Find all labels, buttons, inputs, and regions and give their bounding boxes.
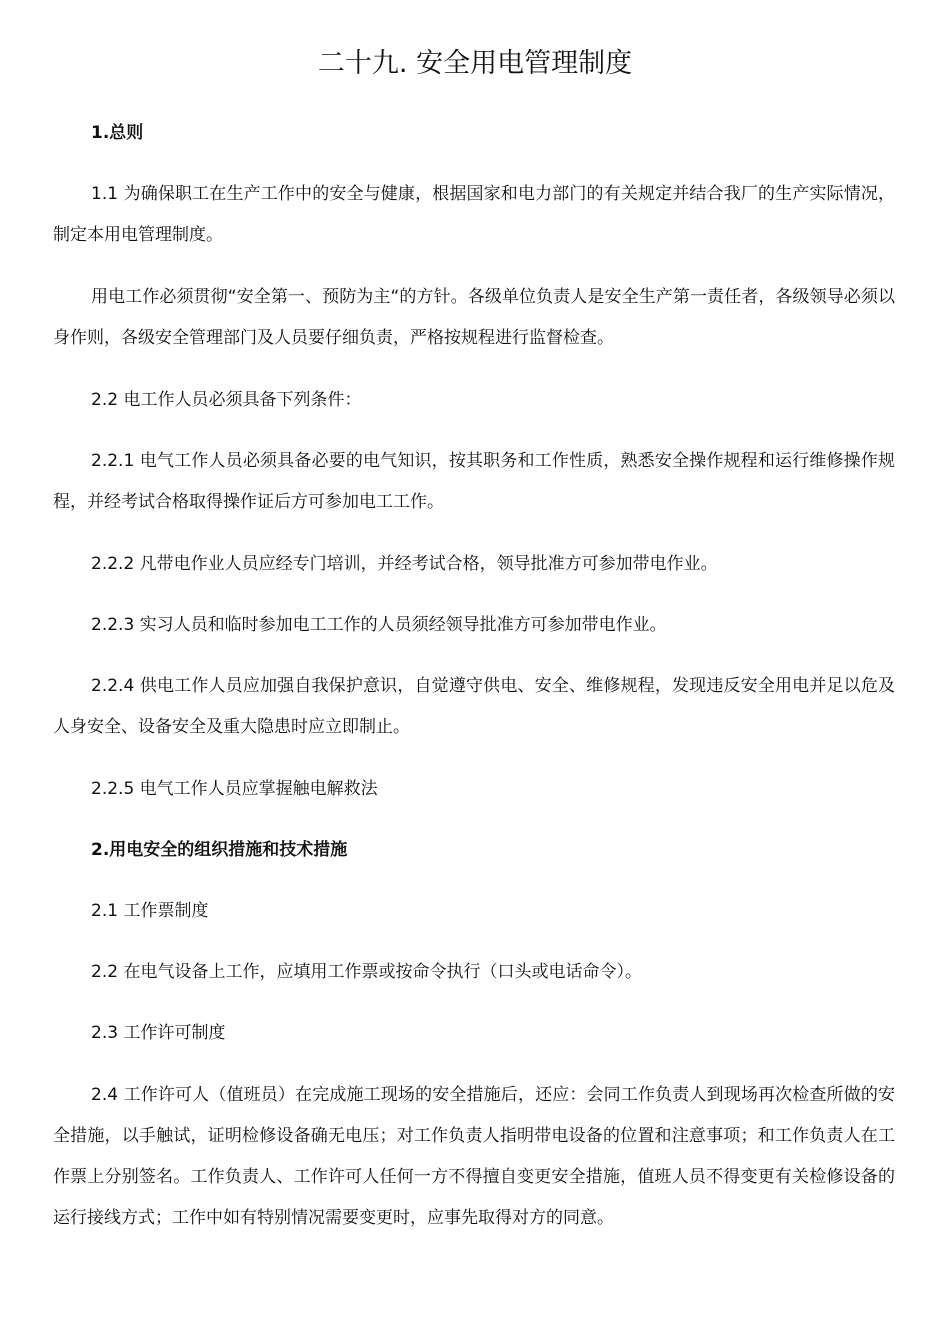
paragraph-2-1: 2.1 工作票制度 [91,901,209,921]
paragraph-2-2-3: 2.2.3 实习人员和临时参加电工工作的人员须经领导批准方可参加带电作业。 [91,615,667,635]
paragraph-2-3: 2.3 工作许可制度 [91,1023,226,1043]
paragraph-2-2-2: 2.2.2 凡带电作业人员应经专门培训，并经考试合格，领导批准方可参加带电作业。 [91,554,718,574]
paragraph-2-2: 2.2 电工作人员必须具备下列条件： [91,390,362,410]
page-title: 二十九. 安全用电管理制度 [317,48,633,79]
paragraph-1-1: 1.1 为确保职工在生产工作中的安全与健康，根据国家和电力部门的有关规定并结合我厂的生产实际情况，制定本用电管理制度。 [53,184,895,245]
paragraph-2-2-5: 2.2.5 电气工作人员应掌握触电解救法 [91,779,378,799]
section-heading-measures: 2.用电安全的组织措施和技术措施 [91,840,348,860]
paragraph-2-2-work-ticket: 2.2 在电气设备上工作，应填用工作票或按命令执行（口头或电话命令）。 [91,962,642,982]
paragraph-2-2-4: 2.2.4 供电工作人员应加强自我保护意识，自觉遵守供电、安全、维修规程，发现违反安全用电并足以危及人身安全、设备安全及重大隐患时应立即制止。 [53,676,895,737]
paragraph-2-2-1: 2.2.1 电气工作人员必须具备必要的电气知识，按其职务和工作性质，熟悉安全操作规程和运行维修操作规程，并经考试合格取得操作证后方可参加电工工作。 [53,451,895,512]
paragraph-policy: 用电工作必须贯彻“安全第一、预防为主“的方针。各级单位负责人是安全生产第一责任者，各级领导必须以身作则，各级安全管理部门及人员要仔细负责，严格按规程进行监督检查。 [53,287,895,348]
paragraph-2-4: 2.4 工作许可人（值班员）在完成施工现场的安全措施后，还应：会同工作负责人到现场再次检查所做的安全措施，以手触试，证明检修设备确无电压；对工作负责人指明带电设备的位置和注意事项；和工作负责人在工作票上分别签名。工作负责人、工作许可人任何一方不得擅自变更安全措施，值班人员不得变更有关检修设备的运行接线方式；工作中如有特别情况需要变更时，应事先取得对方的同意。 [53,1085,895,1228]
section-heading-general: 1.总则 [91,123,144,143]
